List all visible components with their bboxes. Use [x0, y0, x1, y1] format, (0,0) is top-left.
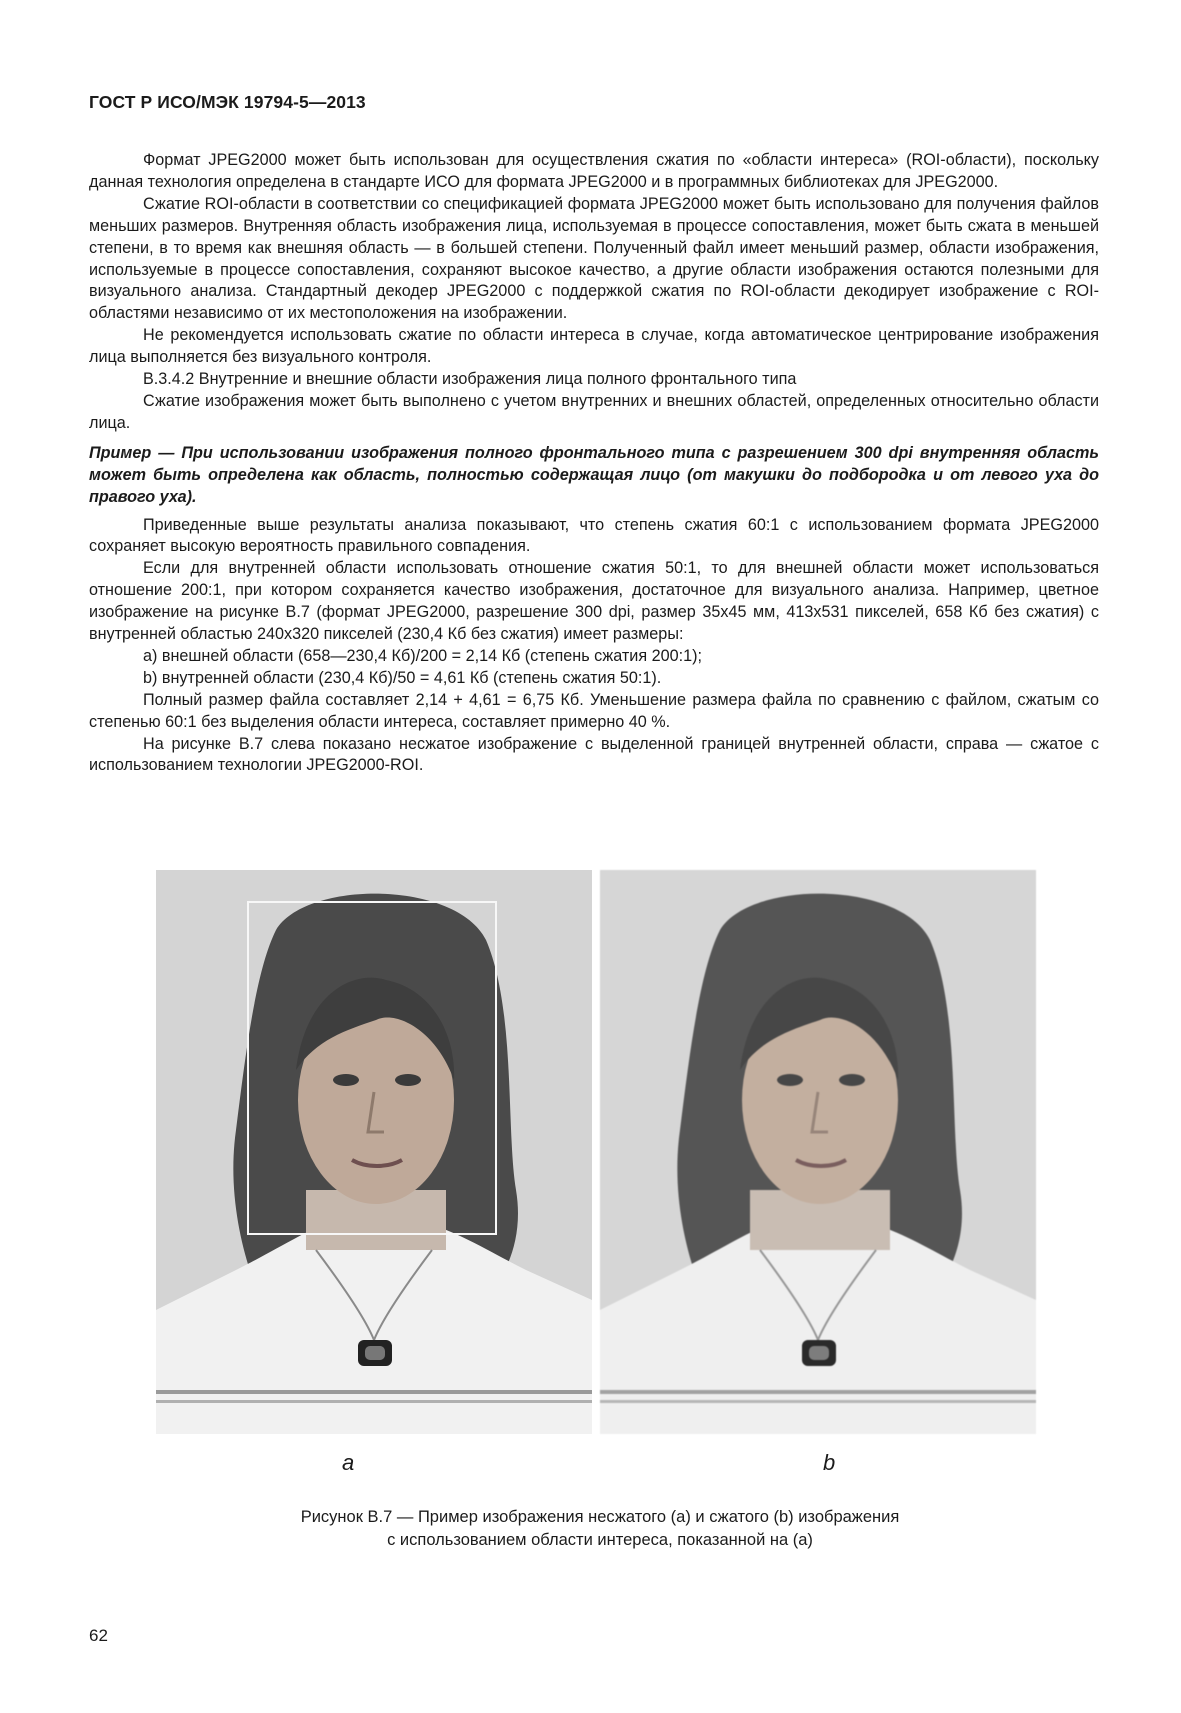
- figure-label-b: b: [823, 1450, 836, 1475]
- page-number: 62: [89, 1626, 108, 1645]
- list-item: b) внутренней области (230,4 Кб)/50 = 4,61 Кб (степень сжатия 50:1).: [143, 668, 662, 687]
- photo-uncompressed: [156, 870, 592, 1434]
- document-header: ГОСТ Р ИСО/МЭК 19794-5—2013: [89, 92, 366, 112]
- section-heading: B.3.4.2 Внутренние и внешние области изображения лица полного фронтального типа: [143, 370, 797, 389]
- example-note: Пример — При использовании изображения полного фронтального типа с разрешением 300 dpi внутренняя область может быть определена как область, полностью содержащая лицо (от макушки до подбородка и от левого уха до правого уха).: [89, 443, 1099, 506]
- paragraph: Полный размер файла составляет 2,14 + 4,61 = 6,75 Кб. Уменьшение размера файла по сравнению с файлом, сжатым со степенью 60:1 без выделения области интереса, составляет примерно 40 %.: [89, 690, 1099, 731]
- body-text: [89, 150, 1099, 777]
- paragraph: Если для внутренней области использовать отношение сжатия 50:1, то для внешней области может использоваться отношение 200:1, при котором сохраняется качество изображения, достаточное для визуального анализа. Например, цветное изображение на рисунке B.7 (формат JPEG2000, разрешение 300 dpi, размер 35x45 мм, 413x531 пикселей, 658 Кб без сжатия) с внутренней областью 240x320 пикселей (230,4 Кб без сжатия) имеет размеры:: [89, 559, 1099, 644]
- caption-line-1: Рисунок B.7 — Пример изображения несжатого (a) и сжатого (b) изображения: [300, 1508, 900, 1526]
- paragraph: На рисунке B.7 слева показано несжатое изображение с выделенной границей внутренней области, справа — сжатое с использованием технологии JPEG2000-ROI.: [89, 734, 1099, 775]
- paragraph: Сжатие ROI-области в соответствии со спецификацией формата JPEG2000 может быть использовано для получения файлов меньших размеров. Внутренняя область изображения лица, используемая в процессе сопоставления, может быть сжата в меньшей степени, в то время как внешняя область — в большей степени. Полученный файл имеет меньший размер, области изображения, используемые в процессе сопоставления, сохраняют высокое качество, а другие области изображения остаются полезными для визуального анализа. Стандартный декодер JPEG2000 с поддержкой сжатия по ROI-области декодирует изображение с ROI-областями независимо от их местоположения на изображении.: [89, 194, 1099, 323]
- figure-b7: [156, 870, 1036, 1434]
- paragraph: Сжатие изображения может быть выполнено с учетом внутренних и внешних областей, определенных относительно области лица.: [89, 391, 1099, 432]
- figure-caption: [160, 1506, 1040, 1552]
- paragraph: Приведенные выше результаты анализа показывают, что степень сжатия 60:1 с использованием формата JPEG2000 сохраняет высокую вероятность правильного совпадения.: [89, 515, 1099, 556]
- paragraph: Не рекомендуется использовать сжатие по области интереса в случае, когда автоматическое центрирование изображения лица выполняется без визуального контроля.: [89, 326, 1099, 367]
- caption-line-2: с использованием области интереса, показанной на (a): [387, 1531, 813, 1549]
- paragraph: Формат JPEG2000 может быть использован для осуществления сжатия по «области интереса» (ROI-области), поскольку данная технология определена в стандарте ИСО для формата JPEG2000 и в программных библиотеках для JPEG2000.: [89, 151, 1099, 191]
- figure-label-a: a: [342, 1450, 355, 1475]
- list-item: a) внешней области (658—230,4 Кб)/200 = 2,14 Кб (степень сжатия 200:1);: [143, 646, 703, 665]
- photo-compressed: [600, 870, 1036, 1434]
